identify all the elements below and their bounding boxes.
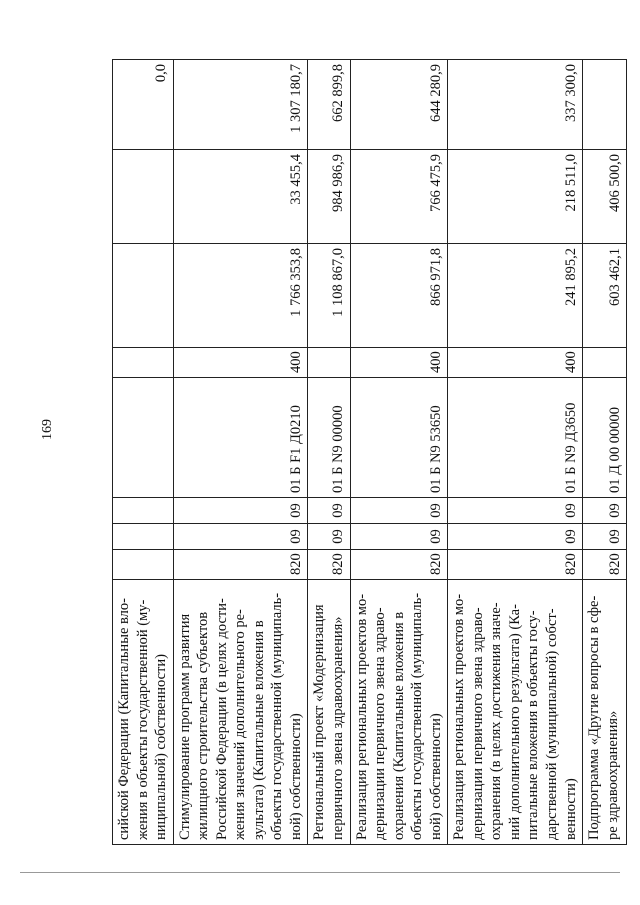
- row-name: Подпрограмма «Другие вопросы в сфе-ре здравоохранения»: [583, 580, 627, 845]
- csr-cell: [113, 378, 174, 498]
- grbs-cell: 820: [350, 550, 448, 580]
- value-cell-3: 337 300,0: [448, 60, 583, 150]
- rz-cell: 09: [308, 524, 350, 550]
- grbs-cell: [113, 550, 174, 580]
- csr-cell: 01 Б N9 Д3650: [448, 378, 583, 498]
- value-cell-2: 984 986,9: [308, 150, 350, 244]
- row-name: Реализация региональных проектов мо-дернизации первичного звена здраво-охранения (Капитальные вложения в объекты государственной (муниципаль-ной) собственности): [350, 580, 448, 845]
- value-cell-2: 406 500,0: [583, 150, 627, 244]
- footer-rule: [20, 872, 620, 873]
- grbs-cell: 820: [308, 550, 350, 580]
- value-cell-1: 1 766 353,8: [173, 244, 308, 348]
- page-number: 169: [40, 419, 55, 440]
- value-cell-2: 218 511,0: [448, 150, 583, 244]
- pr-cell: 09: [448, 498, 583, 524]
- value-cell-3: 0,0: [113, 60, 174, 150]
- value-cell-1: 603 462,1: [583, 244, 627, 348]
- rz-cell: 09: [173, 524, 308, 550]
- value-cell-1: 241 895,2: [448, 244, 583, 348]
- grbs-cell: 820: [583, 550, 627, 580]
- value-cell-3: 1 307 180,7: [173, 60, 308, 150]
- budget-table: [112, 59, 627, 845]
- row-name: сийской Федерации (Капитальные вло-жения в объекты государственной (му-ниципальной) собственности): [113, 580, 174, 845]
- table-row: [350, 60, 448, 845]
- value-cell-2: [113, 150, 174, 244]
- row-name: Региональный проект «Модернизация первичного звена здравоохранения»: [308, 580, 350, 845]
- vr-cell: [583, 348, 627, 378]
- value-cell-3: 662 899,8: [308, 60, 350, 150]
- rz-cell: 09: [448, 524, 583, 550]
- pr-cell: 09: [583, 498, 627, 524]
- table-row: [173, 60, 308, 845]
- rz-cell: 09: [583, 524, 627, 550]
- csr-cell: 01 Б N9 53650: [350, 378, 448, 498]
- value-cell-3: 644 280,9: [350, 60, 448, 150]
- vr-cell: 400: [350, 348, 448, 378]
- vr-cell: [113, 348, 174, 378]
- table-row: [583, 60, 627, 845]
- vr-cell: 400: [448, 348, 583, 378]
- csr-cell: 01 Б N9 00000: [308, 378, 350, 498]
- pr-cell: 09: [350, 498, 448, 524]
- pr-cell: 09: [308, 498, 350, 524]
- vr-cell: 400: [173, 348, 308, 378]
- vr-cell: [308, 348, 350, 378]
- table-row: [308, 60, 350, 845]
- csr-cell: 01 Д 00 00000: [583, 378, 627, 498]
- value-cell-1: 866 971,8: [350, 244, 448, 348]
- grbs-cell: 820: [173, 550, 308, 580]
- rotated-table-wrapper: [112, 60, 623, 845]
- value-cell-3: [583, 60, 627, 150]
- csr-cell: 01 Б F1 Д0210: [173, 378, 308, 498]
- table-body: [113, 60, 627, 845]
- row-name: Реализация региональных проектов мо-дернизации первичного звена здраво-охранения (в целях достижения значе-ний дополнительного результата) (Ка-питальные вложения в объекты госу-дарственной (муниципальной) собст-венности): [448, 580, 583, 845]
- rz-cell: 09: [350, 524, 448, 550]
- row-name: Стимулирование программ развития жилищного строительства субъектов Российской Федерации (в целях дости-жения значений дополнительного ре-зультата) (Капитальные вложения в объекты государственной (муниципаль-ной) собственности): [173, 580, 308, 845]
- value-cell-1: [113, 244, 174, 348]
- value-cell-2: 766 475,9: [350, 150, 448, 244]
- grbs-cell: 820: [448, 550, 583, 580]
- value-cell-2: 33 455,4: [173, 150, 308, 244]
- rz-cell: [113, 524, 174, 550]
- value-cell-1: 1 108 867,0: [308, 244, 350, 348]
- table-row: [448, 60, 583, 845]
- table-row: [113, 60, 174, 845]
- pr-cell: [113, 498, 174, 524]
- pr-cell: 09: [173, 498, 308, 524]
